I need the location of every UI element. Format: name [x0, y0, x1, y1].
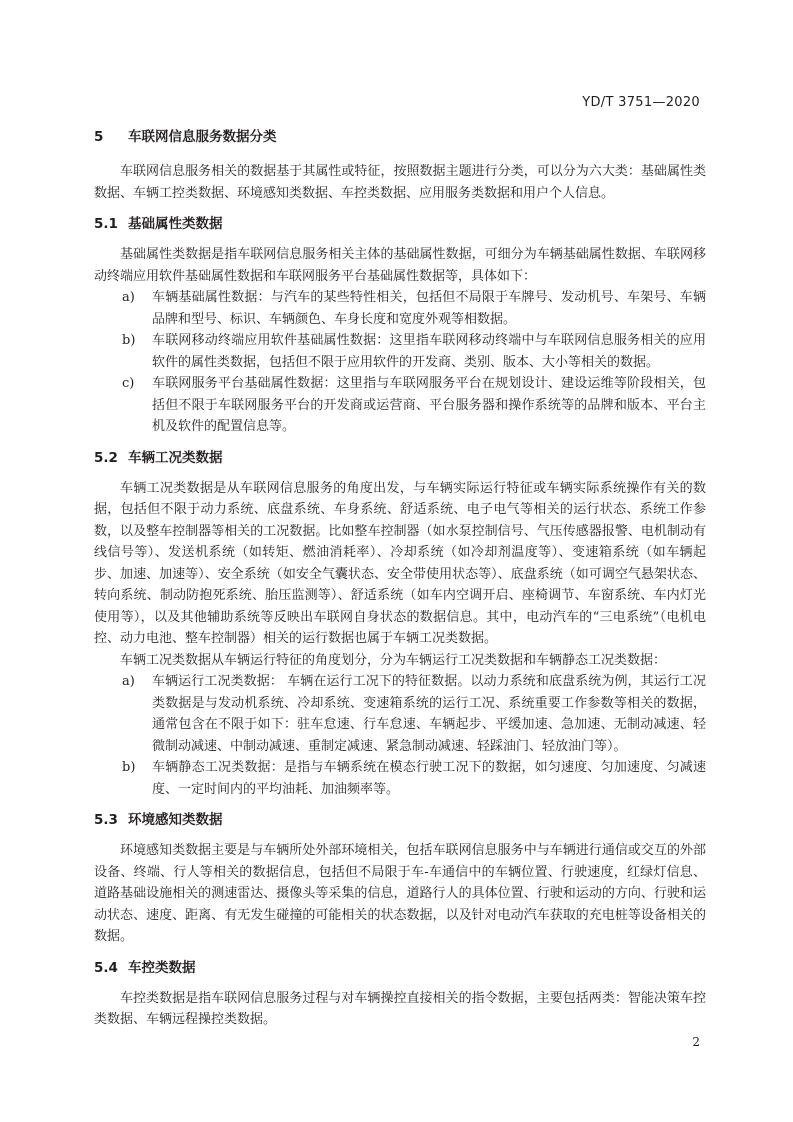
section-heading-5-2 [94, 448, 706, 468]
section-heading-5-4 [94, 958, 706, 978]
list-item [94, 330, 706, 373]
list-item-text: 车联网服务平台基础属性数据：这里指与车联网服务平台在规划设计、建设运维等阶段相关，包括但不限于车联网服务平台的开发商或运营商、平台服务器和操作系统等的品牌和版本、平台主机及软件的配置信息等。 [152, 376, 706, 434]
list-item [94, 287, 706, 330]
paragraph: 车联网信息服务相关的数据基于其属性或特征，按照数据主题进行分类，可以分为六大类：基础属性类数据、车辆工控类数据、环境感知类数据、车控类数据、应用服务类数据和用户个人信息。 [94, 164, 706, 201]
list-item [94, 757, 706, 800]
list-item-text: 车辆基础属性数据：与汽车的某些特性相关，包括但不局限于车牌号、发动机号、车架号、车辆品牌和型号、标识、车辆颜色、车身长度和宽度外观等相数据。 [152, 290, 706, 327]
section-number: 5.3 [94, 812, 118, 828]
section-title: 车控类数据 [128, 959, 196, 976]
section-number: 5 [94, 129, 104, 145]
section-number: 5.1 [94, 216, 118, 232]
paragraph: 车辆工况类数据从车辆运行特征的角度划分，分为车辆运行工况类数据和车辆静态工况类数据： [120, 652, 667, 668]
paragraph: 车控类数据是指车联网信息服务过程与对车辆操控直接相关的指令数据，主要包括两类：智能决策车控类数据、车辆远程操控类数据。 [94, 990, 706, 1027]
document-body [94, 127, 706, 1031]
list-item-text: 车辆静态工况类数据：是指与车辆系统在模态行驶工况下的数据，如匀速度、匀加速度、匀减速度、一定时间内的平均油耗、加油频率等。 [152, 760, 706, 797]
list-marker: a) [122, 290, 135, 305]
list-item-text: 车联网移动终端应用软件基础属性数据：这里指车联网移动终端中与车联网信息服务相关的应用软件的属性类数据，包括但不限于应用软件的开发商、类别、版本、大小等相关的数据。 [152, 333, 706, 370]
list-marker: b) [122, 333, 136, 348]
paragraph: 车辆工况类数据是从车联网信息服务的角度出发，与车辆实际运行特征或车辆实际系统操作有关的数据，包括但不限于动力系统、底盘系统、车身系统、舒适系统、电子电气等相关的运行状态、系统工作参数，以及整车控制器等相关的工况数据。比如整车控制器（如水泵控制信号、气压传感器报警、电机制动有线信号等）、发送机系统（如转矩、燃油消耗率）、冷却系统（如冷却剂温度等）、变速箱系统（如车辆起步、加速、加速等）、安全系统（如安全气囊状态、安全带使用状态等）、底盘系统（如可调空气悬架状态、转向系统、制动防抱死系统、胎压监测等）、舒适系统（如车内空调开启、座椅调节、车窗系统、车内灯光使用等），以及其他辅助系统等反映出车联网自身状态的数据信息。其中，电动汽车的“三电系统”（电机电控、动力电池、整车控制器）相关的运行数据也属于车辆工况类数据。 [94, 480, 706, 646]
list-marker: b) [122, 760, 136, 775]
list-item [94, 373, 706, 438]
paragraph: 环境感知类数据主要是与车辆所处外部环境相关，包括车联网信息服务中与车辆进行通信或交互的外部设备、终端、行人等相关的数据信息，包括但不局限于车-车通信中的车辆位置、行驶速度，红绿灯信息、道路基础设施相关的测速雷达、摄像头等采集的信息，道路行人的具体位置、行驶和运动的方向、行驶和运动状态、速度、距离、有无发生碰撞的可能相关的状态数据，以及针对电动汽车获取的充电桩等设备相关的数据。 [94, 843, 706, 944]
paragraph: 基础属性类数据是指车联网信息服务相关主体的基础属性数据，可细分为车辆基础属性数据、车联网移动终端应用软件基础属性数据和车联网服务平台基础属性数据等，具体如下： [94, 247, 706, 284]
list-item-text: 车辆运行工况类数据： 车辆在运行工况下的特征数据。以动力系统和底盘系统为例，其运行工况类数据是与发动机系统、冷却系统、变速箱系统的运行工况、系统重要工作参数等相关的数据，通常包含在不限于如下：驻车怠速、行车怠速、车辆起步、平缓加速、急加速、无制动减速、轻微制动减速、中制动减速、重制定减速、紧急制动减速、轻踩油门、轻放油门等）。 [152, 674, 706, 754]
section-heading-5-1 [94, 214, 706, 234]
section-heading-5-3 [94, 810, 706, 830]
section-title: 车辆工况类数据 [128, 449, 223, 466]
standard-code: YD/T 3751—2020 [582, 95, 700, 110]
section-number: 5.4 [94, 959, 118, 976]
section-title: 环境感知类数据 [128, 812, 223, 828]
list-item [94, 671, 706, 757]
section-title: 基础属性类数据 [128, 216, 223, 232]
list-marker: c) [122, 376, 135, 391]
list-marker: a) [122, 674, 135, 689]
section-title: 车联网信息服务数据分类 [128, 129, 277, 145]
section-number: 5.2 [94, 449, 118, 466]
page-number: 2 [692, 1035, 700, 1049]
section-heading-5 [94, 127, 706, 147]
